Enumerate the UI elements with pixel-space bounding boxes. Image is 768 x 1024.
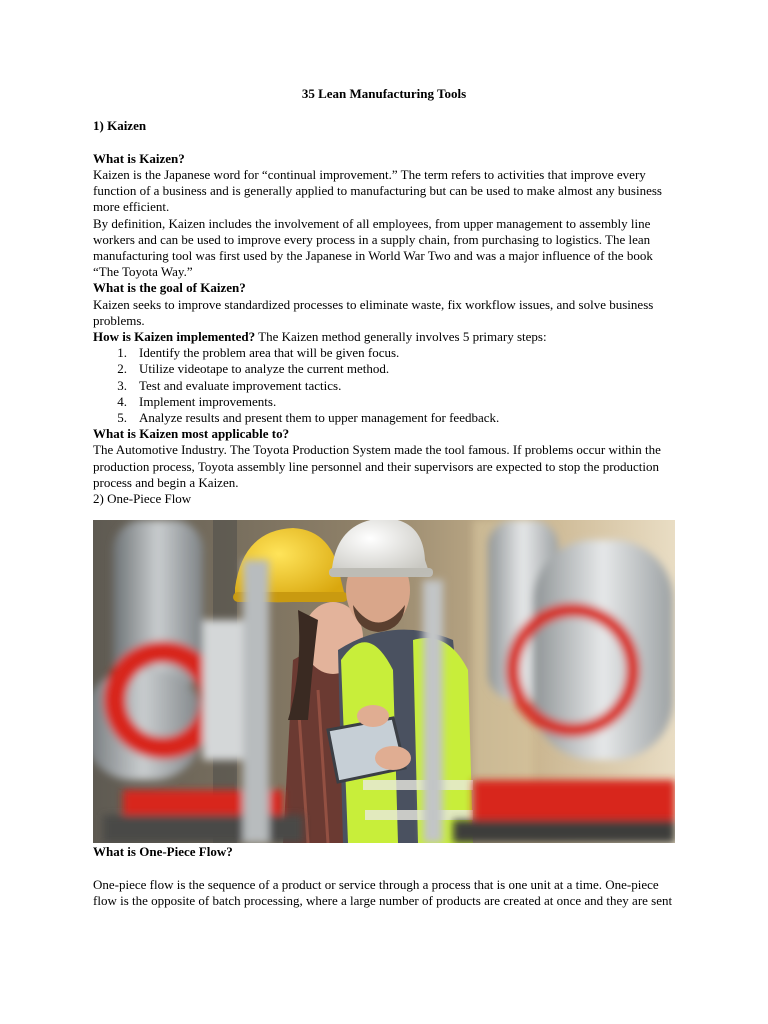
document-title: 35 Lean Manufacturing Tools	[301, 86, 467, 101]
list-item	[93, 361, 675, 377]
list-item	[93, 410, 675, 426]
list-item	[93, 378, 675, 394]
question-what-is-kaizen: What is Kaizen?	[93, 150, 185, 166]
list-item	[93, 345, 675, 361]
list-item-text: Analyze results and present them to upper management for feedback.	[139, 410, 500, 426]
paragraph-kaizen-definition: Kaizen is the Japanese word for “continual improvement.” The term refers to activities that improve every function of a business and is generally applied to manufacturing but can be used to make almost any business more efficient.	[93, 166, 662, 215]
question-how-implemented: How is Kaizen implemented?	[93, 329, 256, 345]
list-item-text: Utilize videotape to analyze the current method.	[139, 361, 390, 377]
paragraph-kaizen-involvement: By definition, Kaizen includes the involvement of all employees, from upper management to assembly line workers and can be used to improve every process in a supply chain, from purchasing to logistics. The lean manufacturing tool was first used by the Japanese in World War Two and was a major influence of the book “The Toyota Way.”	[93, 215, 653, 280]
workers-photo-illustration	[93, 520, 675, 843]
list-item-text: Test and evaluate improvement tactics.	[139, 377, 342, 393]
paragraph-one-piece-flow: One-piece flow is the sequence of a product or service through a process that is one unit at a time. One-piece flow is the opposite of batch processing, where a large number of products are created at once and they are sent	[93, 876, 673, 908]
section-heading-kaizen: 1) Kaizen	[93, 118, 147, 134]
list-item	[93, 394, 675, 410]
list-item-number: 2.	[117, 361, 127, 377]
list-item-text: Identify the problem area that will be given focus.	[139, 345, 400, 361]
list-item-number: 5.	[117, 410, 127, 426]
paragraph-kaizen-implementation	[93, 329, 675, 345]
implementation-intro: The Kaizen method generally involves 5 primary steps:	[255, 329, 547, 345]
workers-photo	[93, 520, 675, 843]
list-item-number: 1.	[117, 345, 127, 361]
section-heading-one-piece-flow: 2) One-Piece Flow	[93, 491, 192, 507]
list-item-text: Implement improvements.	[139, 393, 277, 409]
paragraph-kaizen-automotive: The Automotive Industry. The Toyota Production System made the tool famous. If problems occur within the production process, Toyota assembly line personnel and their supervisors are expected to stop the production process and begin a Kaizen.	[93, 442, 661, 490]
question-goal-of-kaizen: What is the goal of Kaizen?	[93, 280, 246, 296]
list-item-number: 3.	[117, 377, 127, 393]
document-body	[93, 86, 675, 909]
list-item-number: 4.	[117, 393, 127, 409]
paragraph-kaizen-goal: Kaizen seeks to improve standardized processes to eliminate waste, fix workflow issues, and solve business problems.	[93, 296, 654, 328]
question-kaizen-applicable: What is Kaizen most applicable to?	[93, 426, 290, 442]
question-what-is-one-piece-flow: What is One-Piece Flow?	[93, 844, 233, 860]
kaizen-steps-list	[93, 345, 675, 426]
